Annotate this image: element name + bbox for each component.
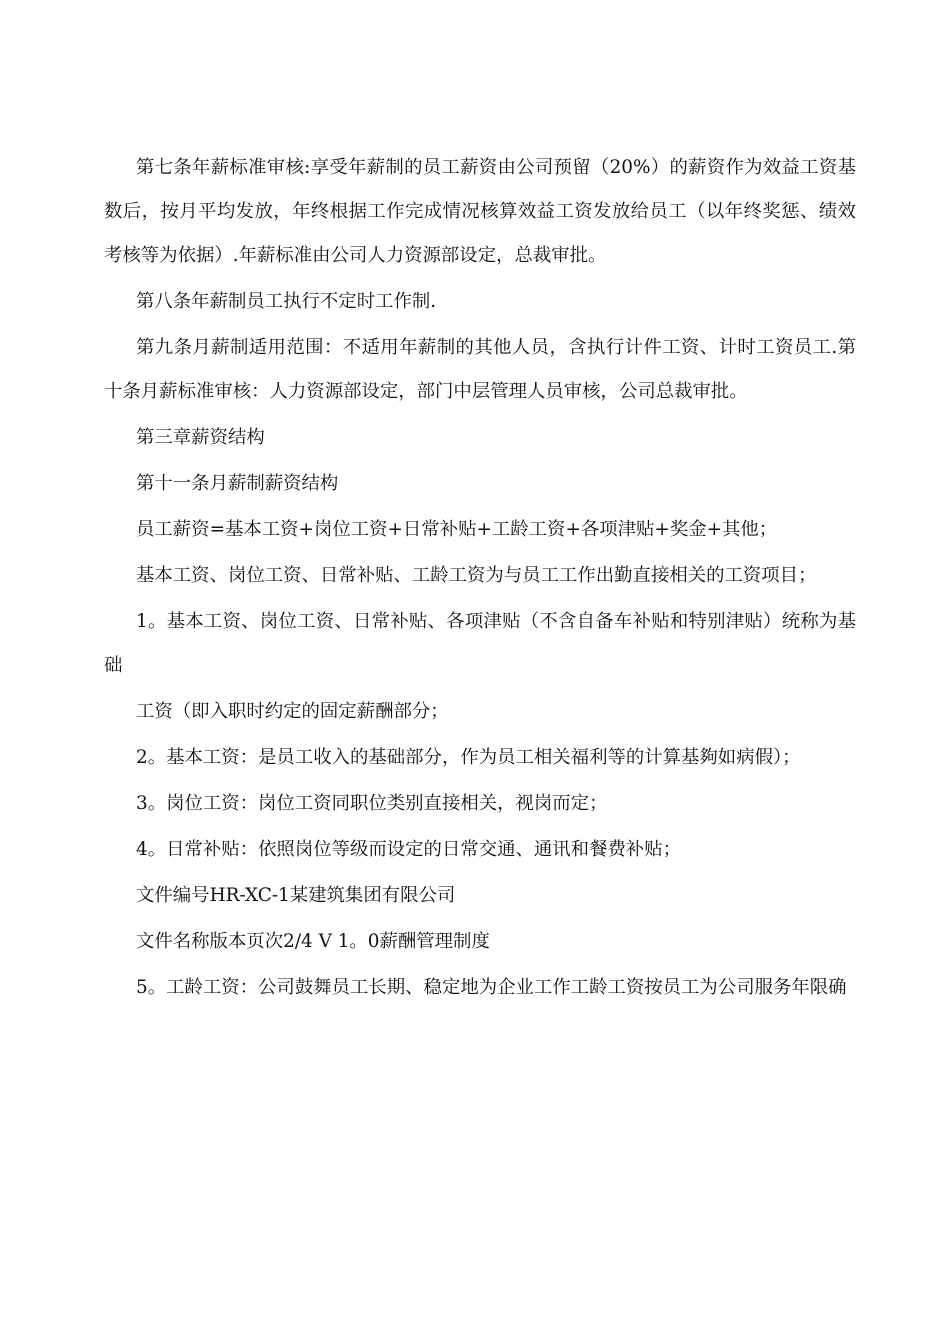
- paragraph-item-2: 2。基本工资：是员工收入的基础部分，作为员工相关福利等的计算基夠如病假）；: [136, 747, 801, 768]
- document-body: [104, 146, 856, 1012]
- paragraph-article-8: 第八条年薪制员工执行不定时工作制.: [136, 291, 437, 312]
- paragraph-item-3: 3。岗位工资：岗位工资同职位类别直接相关，视岗而定；: [136, 793, 608, 814]
- file-name-version-line: 文件名称版本页次2/4 V 1。0薪酬管理制度: [136, 931, 490, 952]
- paragraph-item-4: 4。日常补贴：依照岗位等级而设定的日常交通、通讯和餐费补贴；: [136, 839, 682, 860]
- paragraph-salary-formula: 员工薪资=基本工资+岗位工资+日常补贴+工龄工资+各项津贴+奖金+其他；: [136, 519, 778, 540]
- paragraph-article-9-10: 第九条月薪制适用范围：不适用年薪制的其他人员，含执行计件工资、计时工资员工.第十条月薪标准审核：人力资源部设定，部门中层管理人员审核，公司总裁审批。: [104, 337, 856, 402]
- file-number-line: 文件编号HR-XC-1某建筑集团有限公司: [136, 885, 456, 906]
- paragraph-article-7: 第七条年薪标准审核:享受年薪制的员工薪资由公司预留（20%）的薪资作为效益工资基数后，按月平均发放，年终根据工作完成情况核算效益工资发放给员工（以年终奖惩、绩效考核等为依据）.年薪标准由公司人力资源部设定，总裁审批。: [104, 157, 856, 266]
- paragraph-article-11: 第十一条月薪制薪资结构: [136, 473, 339, 494]
- paragraph-attendance-items: 基本工资、岗位工资、日常补贴、工龄工资为与员工工作出勤直接相关的工资项目；: [136, 565, 817, 586]
- paragraph-item-1-continued: 工资（即入职时约定的固定薪酬部分；: [136, 701, 449, 722]
- paragraph-item-1: 1。基本工资、岗位工资、日常补贴、各项津贴（不含自备车补贴和特别津贴）统称为基础: [104, 611, 856, 676]
- chapter-heading: 第三章薪资结构: [136, 427, 265, 448]
- paragraph-item-5: 5。工龄工资：公司鼓舞员工长期、稳定地为企业工作工龄工资按员工为公司服务年限确: [136, 977, 847, 998]
